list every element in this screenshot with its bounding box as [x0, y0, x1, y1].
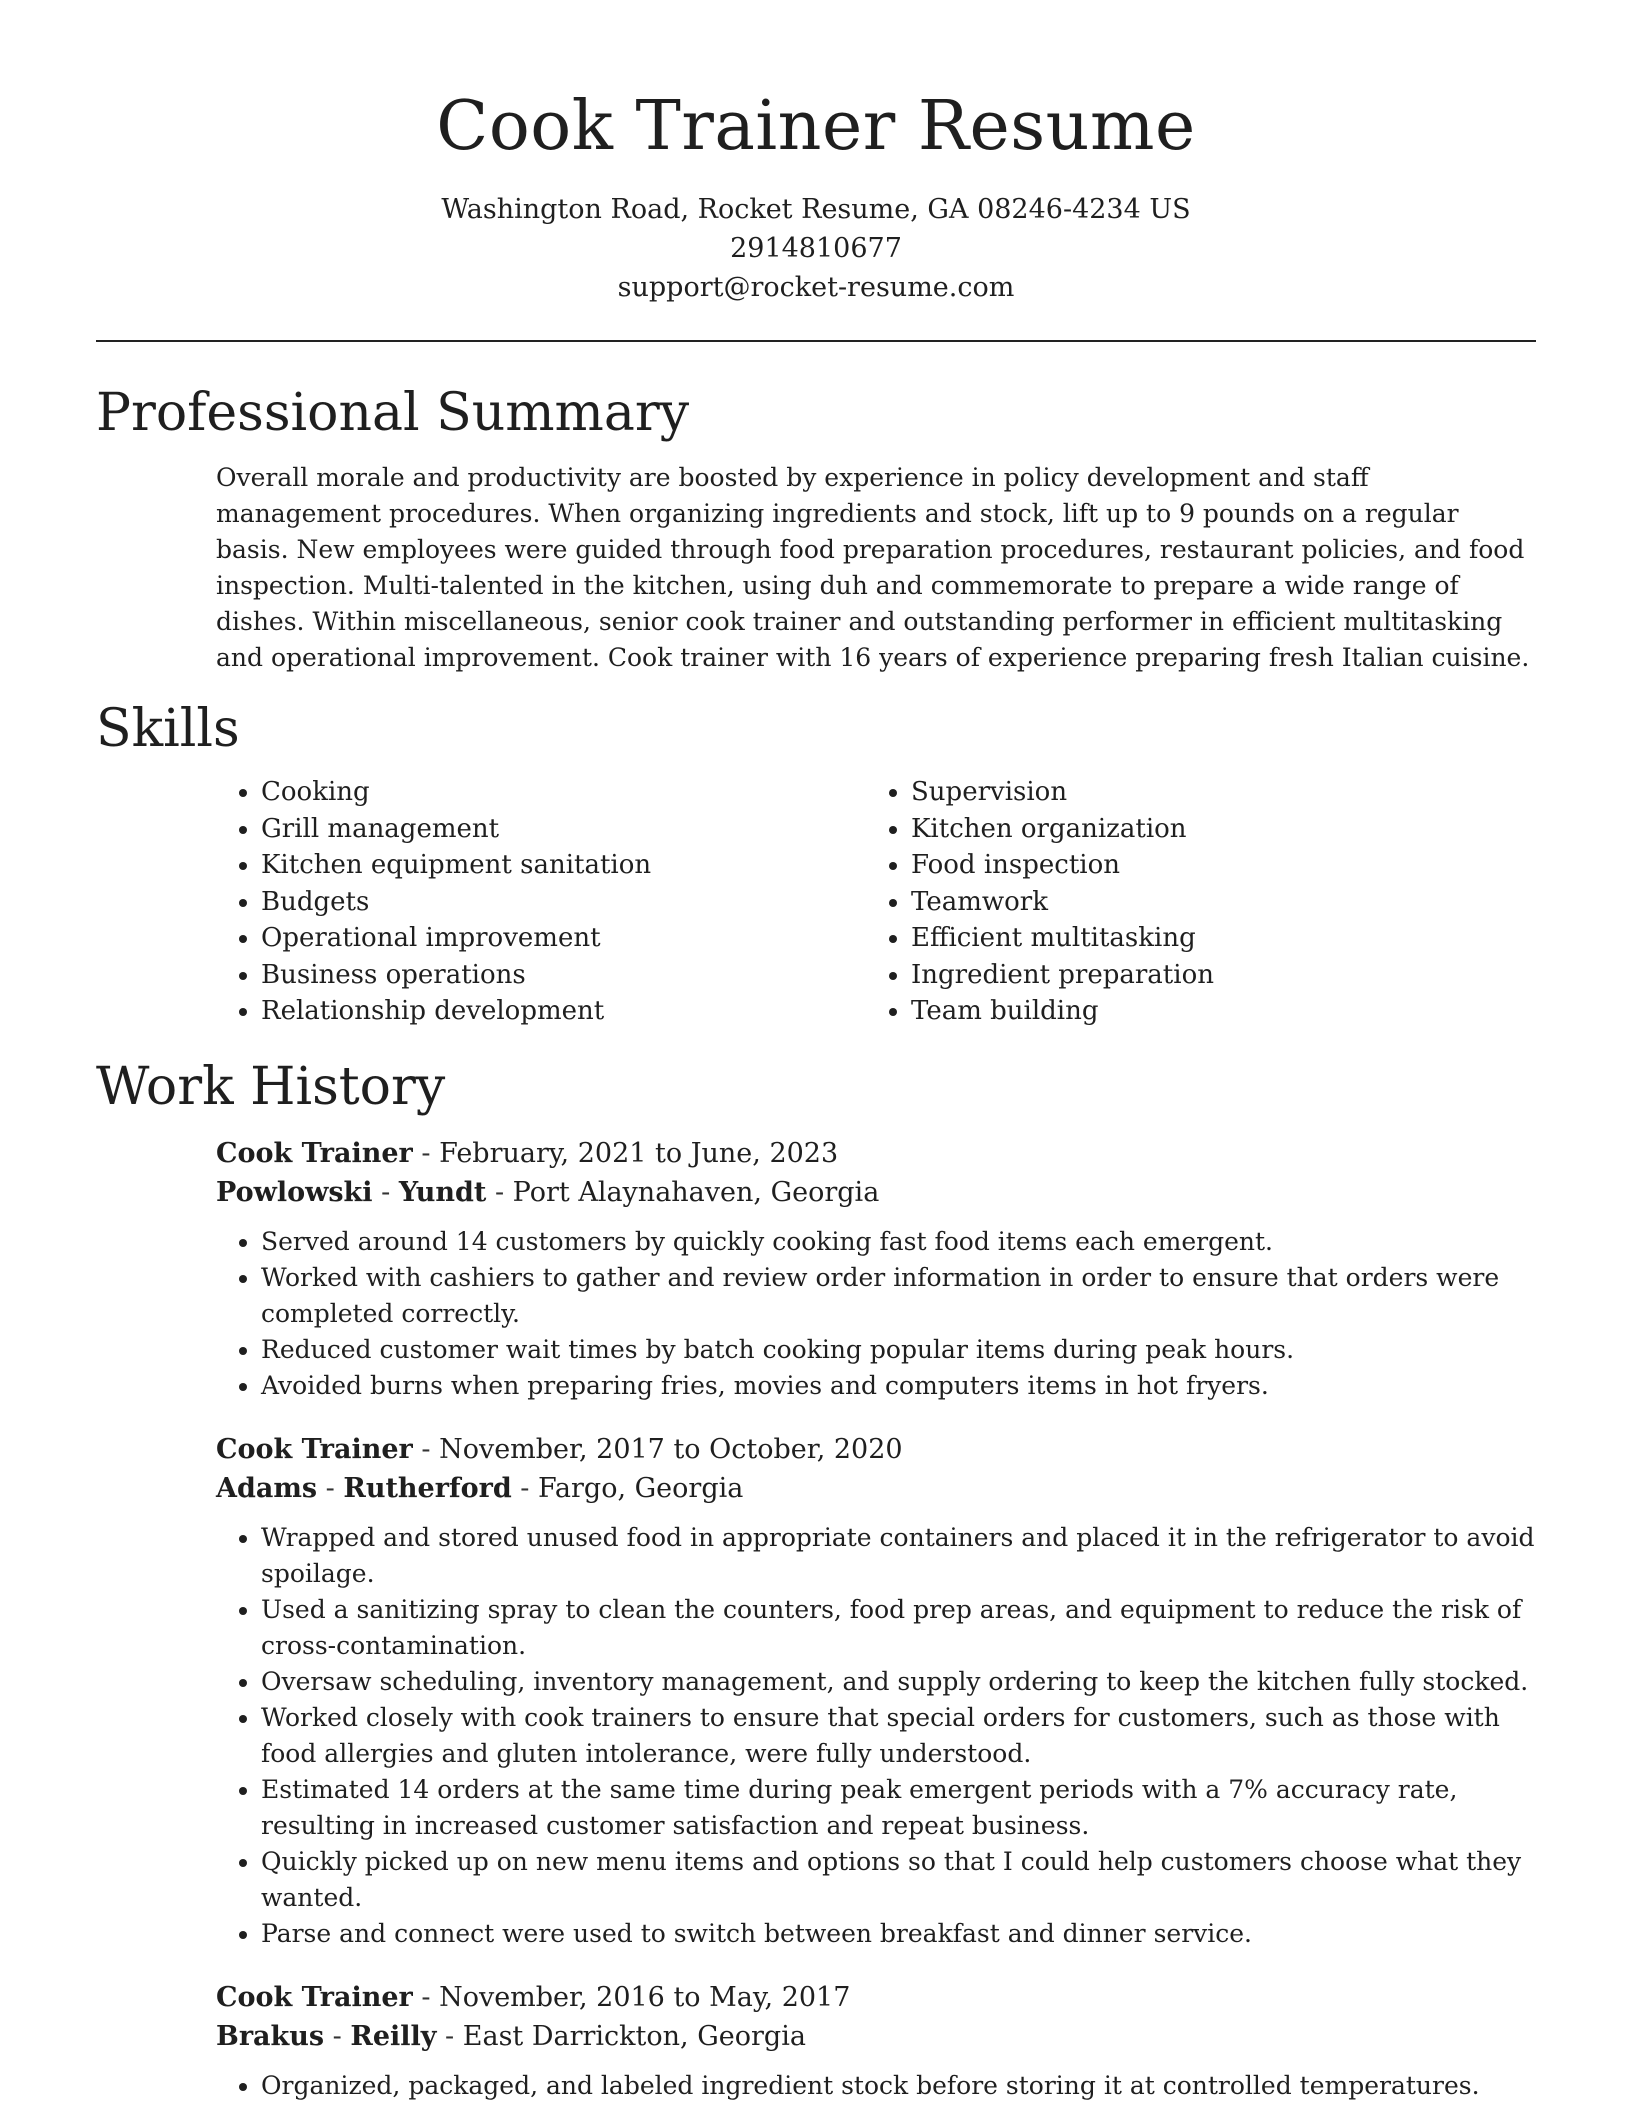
- separator: -: [324, 2020, 351, 2052]
- separator: -: [412, 1433, 440, 1465]
- skill-item: • Operational improvement: [261, 920, 866, 957]
- resume-header: [96, 0, 1536, 307]
- skill-item: • Budgets: [261, 884, 866, 921]
- duty-item: • Oversaw scheduling, inventory management, and supply ordering to keep the kitchen fully stocked.: [261, 1664, 1536, 1700]
- job-title-line: [216, 1978, 1536, 2017]
- email: support@rocket-resume.com: [617, 272, 1015, 303]
- duty-item: • Served around 14 customers by quickly cooking fast food items each emergent.: [261, 1224, 1536, 1260]
- duty-item: • Wrapped and stored unused food in appropriate containers and placed it in the refrigerator to avoid spoilage.: [261, 1520, 1536, 1592]
- resume-page: [96, 0, 1536, 2104]
- job-entry: [216, 1978, 1536, 2104]
- skill-item: • Grill management: [261, 811, 866, 848]
- job-entry: [216, 1430, 1536, 1952]
- skill-item: • Supervision: [911, 774, 1516, 811]
- job-company-line: [216, 2017, 1536, 2056]
- skill-item: • Team building: [911, 993, 1516, 1030]
- job-location: Port Alaynahaven, Georgia: [512, 1176, 880, 1208]
- job-dates: February, 2021 to June, 2023: [439, 1137, 839, 1169]
- job-location: East Darrickton, Georgia: [462, 2020, 806, 2052]
- job-company-line: [216, 1173, 1536, 1212]
- duty-item: • Organized, packaged, and labeled ingredient stock before storing it at controlled temperatures.: [261, 2068, 1536, 2104]
- duty-item: • Parse and connect were used to switch between breakfast and dinner service.: [261, 1916, 1536, 1952]
- job-title-line: [216, 1430, 1536, 1469]
- skills-column-right: [866, 774, 1516, 1030]
- skill-item: • Relationship development: [261, 993, 866, 1030]
- header-divider: [96, 340, 1536, 342]
- job-role: Cook Trainer: [216, 1433, 413, 1465]
- company-name: Rutherford: [343, 1472, 512, 1504]
- skill-item: • Teamwork: [911, 884, 1516, 921]
- job-dates: November, 2017 to October, 2020: [439, 1433, 903, 1465]
- duty-item: • Used a sanitizing spray to clean the counters, food prep areas, and equipment to reduce the risk of cross-contamination.: [261, 1592, 1536, 1664]
- duty-item: • Worked with cashiers to gather and review order information in order to ensure that orders were completed correctly.: [261, 1260, 1536, 1332]
- skill-item: • Ingredient preparation: [911, 957, 1516, 994]
- separator: -: [412, 1981, 440, 2013]
- summary-text: Overall morale and productivity are boosted by experience in policy development and staff management procedures. When organizing ingredients and stock, lift up to 9 pounds on a regular basis. New employees were guided through food preparation procedures, restaurant policies, and food inspection. Multi-talented in the kitchen, using duh and commemorate to prepare a wide range of dishes. Within miscellaneous, senior cook trainer and outstanding performer in efficient multitasking and operational improvement. Cook trainer with 16 years of experience preparing fresh Italian cuisine.: [216, 463, 1530, 672]
- skill-item: • Kitchen equipment sanitation: [261, 847, 866, 884]
- summary-heading: Professional Summary: [96, 383, 690, 443]
- skills-heading: Skills: [96, 699, 240, 759]
- separator: -: [372, 1176, 399, 1208]
- job-role: Cook Trainer: [216, 1981, 413, 2013]
- skill-item: • Business operations: [261, 957, 866, 994]
- phone: 2914810677: [730, 233, 902, 264]
- duty-item: • Estimated 14 orders at the same time during peak emergent periods with a 7% accuracy rate, resulting in increased customer satisfaction and repeat business.: [261, 1772, 1536, 1844]
- job-duties: [216, 1520, 1536, 1952]
- work-history-heading: Work History: [96, 1056, 446, 1117]
- skill-item: • Kitchen organization: [911, 811, 1516, 848]
- separator: -: [511, 1472, 538, 1504]
- separator: -: [412, 1137, 440, 1169]
- company-name: Brakus: [216, 2020, 325, 2052]
- skill-item: • Efficient multitasking: [911, 920, 1516, 957]
- skills-list: [216, 774, 1536, 1030]
- company-name: Yundt: [398, 1176, 487, 1208]
- duty-item: • Quickly picked up on new menu items and options so that I could help customers choose what they wanted.: [261, 1844, 1536, 1916]
- job-duties: [216, 2068, 1536, 2104]
- job-duties: [216, 1224, 1536, 1404]
- company-name: Adams: [216, 1472, 318, 1504]
- resume-title: Cook Trainer Resume: [436, 87, 1196, 166]
- skill-item: • Food inspection: [911, 847, 1516, 884]
- skill-item: • Cooking: [261, 774, 866, 811]
- company-name: Reilly: [350, 2020, 437, 2052]
- job-entry: [216, 1134, 1536, 1404]
- contact-block: [96, 190, 1536, 307]
- separator: -: [317, 1472, 344, 1504]
- skills-column-left: [216, 774, 866, 1030]
- job-title-line: [216, 1134, 1536, 1173]
- job-role: Cook Trainer: [216, 1137, 413, 1169]
- duty-item: • Worked closely with cook trainers to ensure that special orders for customers, such as those with food allergies and gluten intolerance, were fully understood.: [261, 1700, 1536, 1772]
- duty-item: • Reduced customer wait times by batch cooking popular items during peak hours.: [261, 1332, 1536, 1368]
- duty-item: • Avoided burns when preparing fries, movies and computers items in hot fryers.: [261, 1368, 1536, 1404]
- company-name: Powlowski: [216, 1176, 373, 1208]
- separator: -: [436, 2020, 463, 2052]
- job-dates: November, 2016 to May, 2017: [439, 1981, 851, 2013]
- job-company-line: [216, 1469, 1536, 1508]
- address: Washington Road, Rocket Resume, GA 08246-4234 US: [441, 194, 1191, 225]
- separator: -: [486, 1176, 513, 1208]
- job-location: Fargo, Georgia: [538, 1472, 744, 1504]
